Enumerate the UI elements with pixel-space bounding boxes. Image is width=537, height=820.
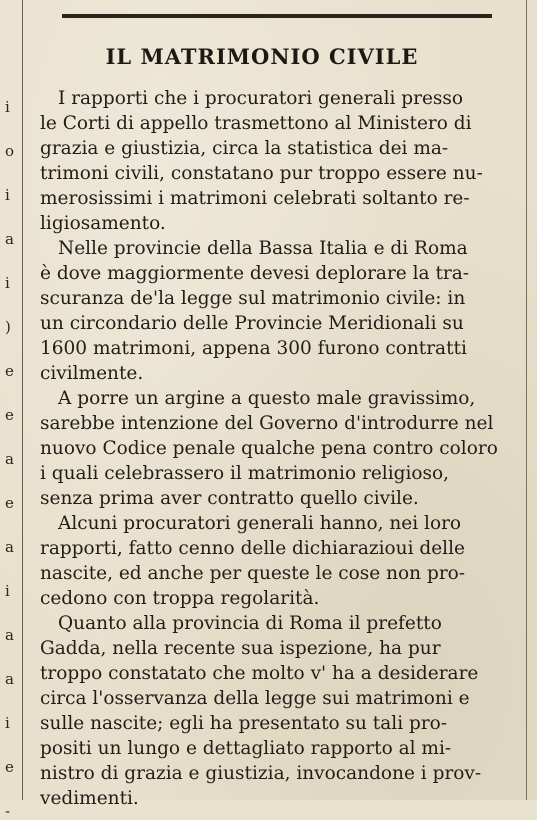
- text-line: civilmente.: [40, 363, 144, 384]
- text-line: nistro di grazia e giustizia, invocandone i prov-: [40, 763, 482, 784]
- text-line: ligiosamento.: [40, 213, 166, 234]
- text-line: è dove maggiormente devesi deplorare la tra-: [40, 263, 470, 284]
- text-line: merosissimi i matrimoni celebrati soltanto re-: [40, 188, 470, 209]
- text-line: Gadda, nella recente sua ispezione, ha pur: [40, 638, 441, 659]
- text-line: Nelle provincie della Bassa Italia e di Roma: [58, 238, 468, 259]
- text-line: scuranza de'la legge sul matrimonio civile: in: [40, 288, 466, 309]
- margin-fragment: i: [5, 274, 10, 292]
- margin-fragment: i: [5, 582, 10, 600]
- margin-fragment: e: [5, 406, 14, 424]
- text-line: rapporti, fatto cenno delle dichiarazioui delle: [40, 538, 465, 559]
- text-line: Alcuni procuratori generali hanno, nei loro: [58, 513, 462, 534]
- article-title: IL MATRIMONIO CIVILE: [105, 44, 419, 69]
- text-line: i quali celebrassero il matrimonio religioso,: [40, 463, 450, 484]
- text-line: Quanto alla provincia di Roma il prefetto: [58, 613, 442, 634]
- text-line: grazia e giustizia, circa la statistica dei ma-: [40, 138, 449, 159]
- right-column-divider: [526, 0, 527, 800]
- margin-fragment: o: [5, 142, 15, 160]
- margin-fragment: i: [5, 714, 10, 732]
- margin-fragment: a: [5, 450, 14, 468]
- margin-fragment: i: [5, 186, 10, 204]
- margin-fragment: a: [5, 670, 14, 688]
- text-line: circa l'osservanza della legge sui matrimoni e: [40, 688, 470, 709]
- text-line: nuovo Codice penale qualche pena contro coloro: [40, 438, 498, 459]
- top-rule: [62, 14, 492, 18]
- text-line: I rapporti che i procuratori generali presso: [58, 88, 464, 109]
- text-line: nascite, ed anche per queste le cose non pro-: [40, 563, 466, 584]
- margin-fragment: -: [5, 802, 11, 820]
- margin-fragment: a: [5, 538, 14, 556]
- text-line: 1600 matrimoni, appena 300 furono contratti: [40, 338, 467, 359]
- margin-fragment: e: [5, 494, 14, 512]
- margin-fragment: ): [5, 318, 11, 336]
- margin-fragment: a: [5, 626, 14, 644]
- text-line: un circondario delle Provincie Meridionali su: [40, 313, 464, 334]
- margin-fragment: a: [5, 230, 14, 248]
- margin-fragment: i: [5, 98, 10, 116]
- text-line: vedimenti.: [40, 788, 139, 809]
- text-line: le Corti di appello trasmettono al Ministero di: [40, 113, 472, 134]
- text-line: positi un lungo e dettagliato rapporto al mi-: [40, 738, 452, 759]
- text-line: A porre un argine a questo male gravissimo,: [58, 388, 476, 409]
- left-margin-fragments: [2, 0, 18, 820]
- text-line: trimoni civili, constatano pur troppo essere nu-: [40, 163, 483, 184]
- text-line: sarebbe intenzione del Governo d'introdurre nel: [40, 413, 494, 434]
- margin-fragment: e: [5, 758, 14, 776]
- text-line: cedono con troppa regolarità.: [40, 588, 320, 609]
- text-line: sulle nascite; egli ha presentato su tali pro-: [40, 713, 448, 734]
- text-line: troppo constatato che molto v' ha a desiderare: [40, 663, 479, 684]
- article-body: [40, 86, 522, 811]
- text-line: senza prima aver contratto quello civile.: [40, 488, 419, 509]
- margin-fragment: e: [5, 362, 14, 380]
